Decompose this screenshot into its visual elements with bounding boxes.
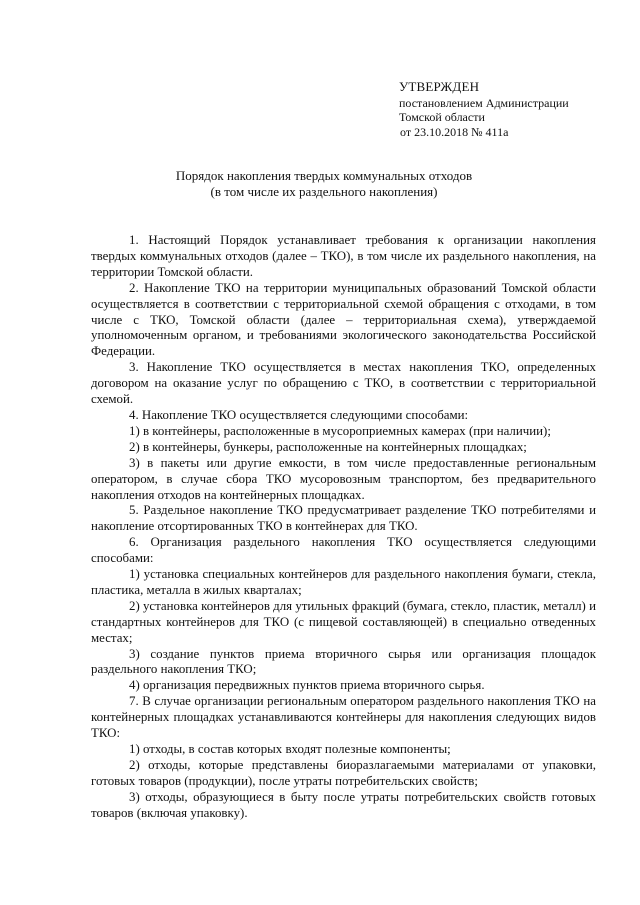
paragraph-4-item-2: 2) в контейнеры, бункеры, расположенные на контейнерных площадках; bbox=[129, 439, 527, 454]
paragraph-7-item-3: 3) отходы, образующиеся в быту после утраты потребительских свойств готовых товаров (включая упаковку). bbox=[91, 789, 596, 820]
paragraph-7: 7. В случае организации региональным оператором раздельного накопления ТКО на контейнерных площадках устанавливаются контейнеры для накопления следующих видов ТКО: bbox=[91, 694, 596, 741]
paragraph-1: 1. Настоящий Порядок устанавливает требования к организации накопления твердых коммунальных отходов (далее – ТКО), в том числе их раздельного накопления, на территории Томской области. bbox=[91, 233, 596, 279]
approval-issuer: постановлением Администрации bbox=[399, 95, 569, 110]
paragraph-7-item-1: 1) отходы, в состав которых входят полезные компоненты; bbox=[129, 742, 451, 756]
approval-stamp bbox=[399, 80, 569, 139]
paragraph-7-item-2: 2) отходы, которые представлены биоразлагаемыми материалами от упаковки, готовых товаров (продукции), после утраты потребительских свойств; bbox=[91, 757, 596, 788]
document-title-line-1: Порядок накопления твердых коммунальных отходов bbox=[175, 168, 473, 183]
paragraph-2: 2. Накопление ТКО на территории муниципальных образований Томской области осуществляется в соответствии с территориальной схемой обращения с отходами, в том числе с ТКО, Томской области (далее – территориальная схема), утверждаемой уполномоченным органом, и требованиями экологического законодательства Российской Федерации. bbox=[91, 280, 596, 359]
paragraph-6-item-1: 1) установка специальных контейнеров для раздельного накопления бумаги, стекла, пластика, металла в жилых кварталах; bbox=[91, 567, 596, 597]
paragraph-6: 6. Организация раздельного накопления ТКО осуществляется следующими способами: bbox=[91, 535, 596, 566]
document-body bbox=[91, 233, 596, 822]
paragraph-6-item-4: 4) организация передвижных пунктов приема вторичного сырья. bbox=[129, 678, 485, 693]
approval-date-number: от 23.10.2018 № 411а bbox=[400, 124, 509, 139]
paragraph-3: 3. Накопление ТКО осуществляется в местах накопления ТКО, определенных договором на оказание услуг по обращению с ТКО, в соответствии с территориальной схемой. bbox=[91, 360, 596, 407]
paragraph-5: 5. Раздельное накопление ТКО предусматривает разделение ТКО потребителями и накопление отсортированных ТКО в контейнерах для ТКО. bbox=[91, 503, 596, 534]
document-title-line-2: (в том числе их раздельного накопления) bbox=[210, 184, 438, 199]
approval-region: Томской области bbox=[399, 110, 485, 124]
paragraph-4: 4. Накопление ТКО осуществляется следующими способами: bbox=[129, 407, 469, 422]
paragraph-4-item-3: 3) в пакеты или другие емкости, в том числе предоставленные региональным оператором, в случае сбора ТКО мусоровозным транспортом, без предварительного накопления отходов на контейнерных площадках. bbox=[91, 455, 596, 502]
paragraph-6-item-2: 2) установка контейнеров для утильных фракций (бумага, стекло, пластик, металл) и стандартных контейнеров для ТКО (с пищевой составляющей) в специально отведенных местах; bbox=[91, 598, 596, 645]
document-title bbox=[0, 168, 640, 200]
approval-heading: УТВЕРЖДЕН bbox=[399, 79, 480, 94]
paragraph-4-item-1: 1) в контейнеры, расположенные в мусороприемных камерах (при наличии); bbox=[129, 423, 551, 438]
paragraph-6-item-3: 3) создание пунктов приема вторичного сырья или организация площадок раздельного накопления ТКО; bbox=[91, 646, 596, 677]
